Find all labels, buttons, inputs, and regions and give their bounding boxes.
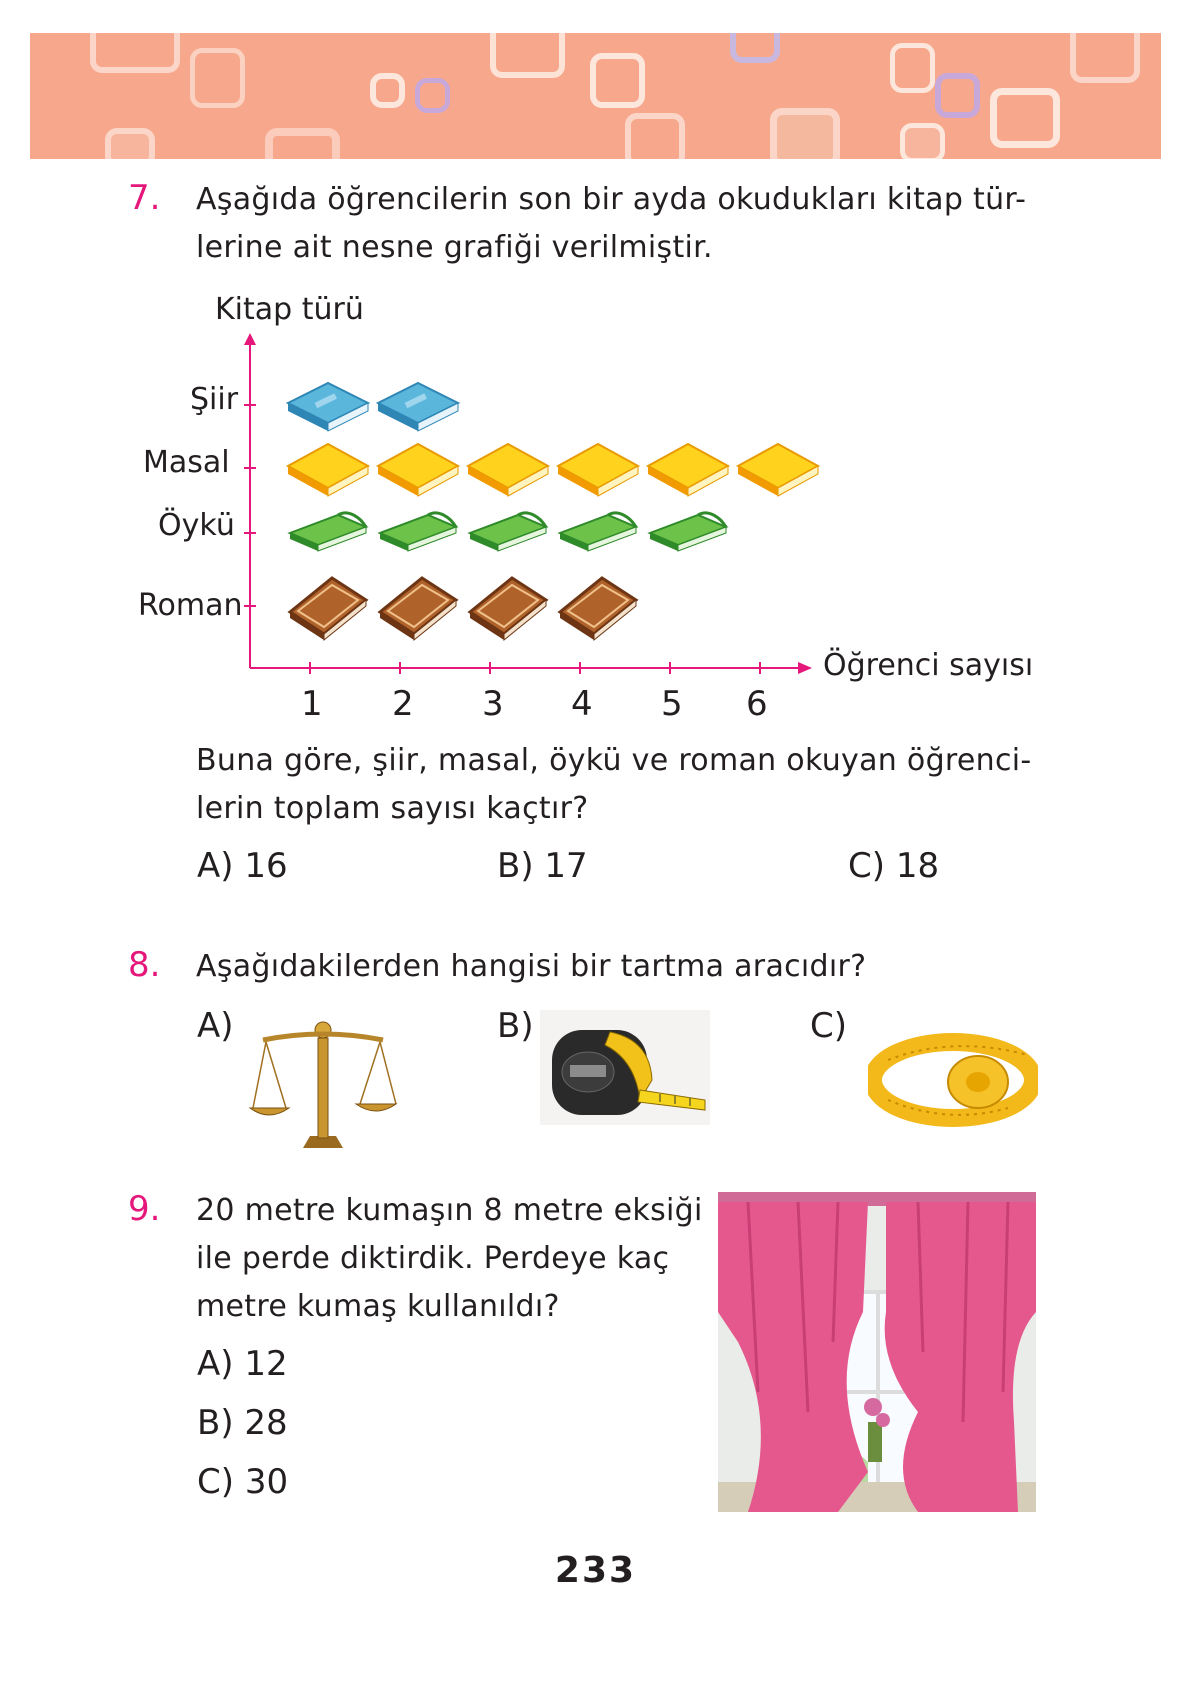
book-icon xyxy=(648,444,728,496)
book-icon xyxy=(558,444,638,496)
question-7-text-line2: lerine ait nesne grafiği verilmiştir. xyxy=(196,230,713,265)
question-9-option-a[interactable]: A) 12 xyxy=(197,1344,288,1384)
book-icon xyxy=(738,444,818,496)
chart-marks xyxy=(288,383,818,640)
question-8-text: Aşağıdakilerden hangisi bir tartma aracıdır? xyxy=(196,949,867,984)
book-icon xyxy=(560,578,636,640)
x-tick-3: 3 xyxy=(482,684,504,724)
question-8-option-a[interactable]: A) xyxy=(197,1006,234,1046)
book-icon xyxy=(380,578,456,640)
question-7-option-b[interactable]: B) 17 xyxy=(497,846,588,886)
category-label-roman: Roman xyxy=(138,588,243,623)
question-9-text-line3: metre kumaş kullanıldı? xyxy=(196,1289,560,1324)
x-tick-2: 2 xyxy=(392,684,414,724)
question-9-option-b[interactable]: B) 28 xyxy=(197,1403,288,1443)
question-7-text-line1: Aşağıda öğrencilerin son bir ayda okudukları kitap tür- xyxy=(196,182,1027,217)
question-8-option-b[interactable]: B) xyxy=(497,1006,534,1046)
book-icon xyxy=(290,578,366,640)
tape-measure-image[interactable] xyxy=(540,1010,710,1125)
book-icon xyxy=(290,513,366,551)
question-9-text-line1: 20 metre kumaşın 8 metre eksiği xyxy=(196,1193,703,1228)
x-tick-1: 1 xyxy=(301,684,323,724)
question-7-number: 7. xyxy=(128,178,161,218)
x-tick-5: 5 xyxy=(661,684,683,724)
book-icon xyxy=(470,578,546,640)
book-icon xyxy=(468,444,548,496)
question-9-text-line2: ile perde diktirdik. Perdeye kaç xyxy=(196,1241,670,1276)
pictograph-chart xyxy=(0,0,1191,760)
x-tick-4: 4 xyxy=(571,684,593,724)
x-tick-6: 6 xyxy=(746,684,768,724)
balance-scale-image[interactable] xyxy=(248,1008,398,1156)
book-icon xyxy=(288,444,368,496)
question-8-option-c[interactable]: C) xyxy=(810,1006,848,1046)
chart-y-axis-title: Kitap türü xyxy=(215,292,364,327)
category-label-masal: Masal xyxy=(143,445,230,480)
book-icon xyxy=(380,513,456,551)
category-label-siir: Şiir xyxy=(190,382,239,417)
sewing-tape-image[interactable] xyxy=(868,1030,1038,1130)
curtain-window-image xyxy=(718,1192,1036,1512)
question-9-option-c[interactable]: C) 30 xyxy=(197,1462,289,1502)
question-7-prompt-line2: lerin toplam sayısı kaçtır? xyxy=(196,791,589,826)
question-9-number: 9. xyxy=(128,1189,161,1229)
question-7-option-a[interactable]: A) 16 xyxy=(197,846,288,886)
y-axis-arrow xyxy=(244,333,256,345)
book-icon xyxy=(378,444,458,496)
book-icon xyxy=(560,513,636,551)
book-icon xyxy=(470,513,546,551)
book-icon xyxy=(650,513,726,551)
question-7-prompt-line1: Buna göre, şiir, masal, öykü ve roman okuyan öğrenci- xyxy=(196,743,1032,778)
book-icon xyxy=(378,383,458,431)
category-label-oyku: Öykü xyxy=(158,508,235,543)
chart-x-axis-title: Öğrenci sayısı xyxy=(823,648,1034,683)
page-number: 233 xyxy=(554,1550,637,1591)
x-axis-arrow xyxy=(798,662,812,674)
question-7-option-c[interactable]: C) 18 xyxy=(848,846,940,886)
question-8-number: 8. xyxy=(128,945,161,985)
book-icon xyxy=(288,383,368,431)
